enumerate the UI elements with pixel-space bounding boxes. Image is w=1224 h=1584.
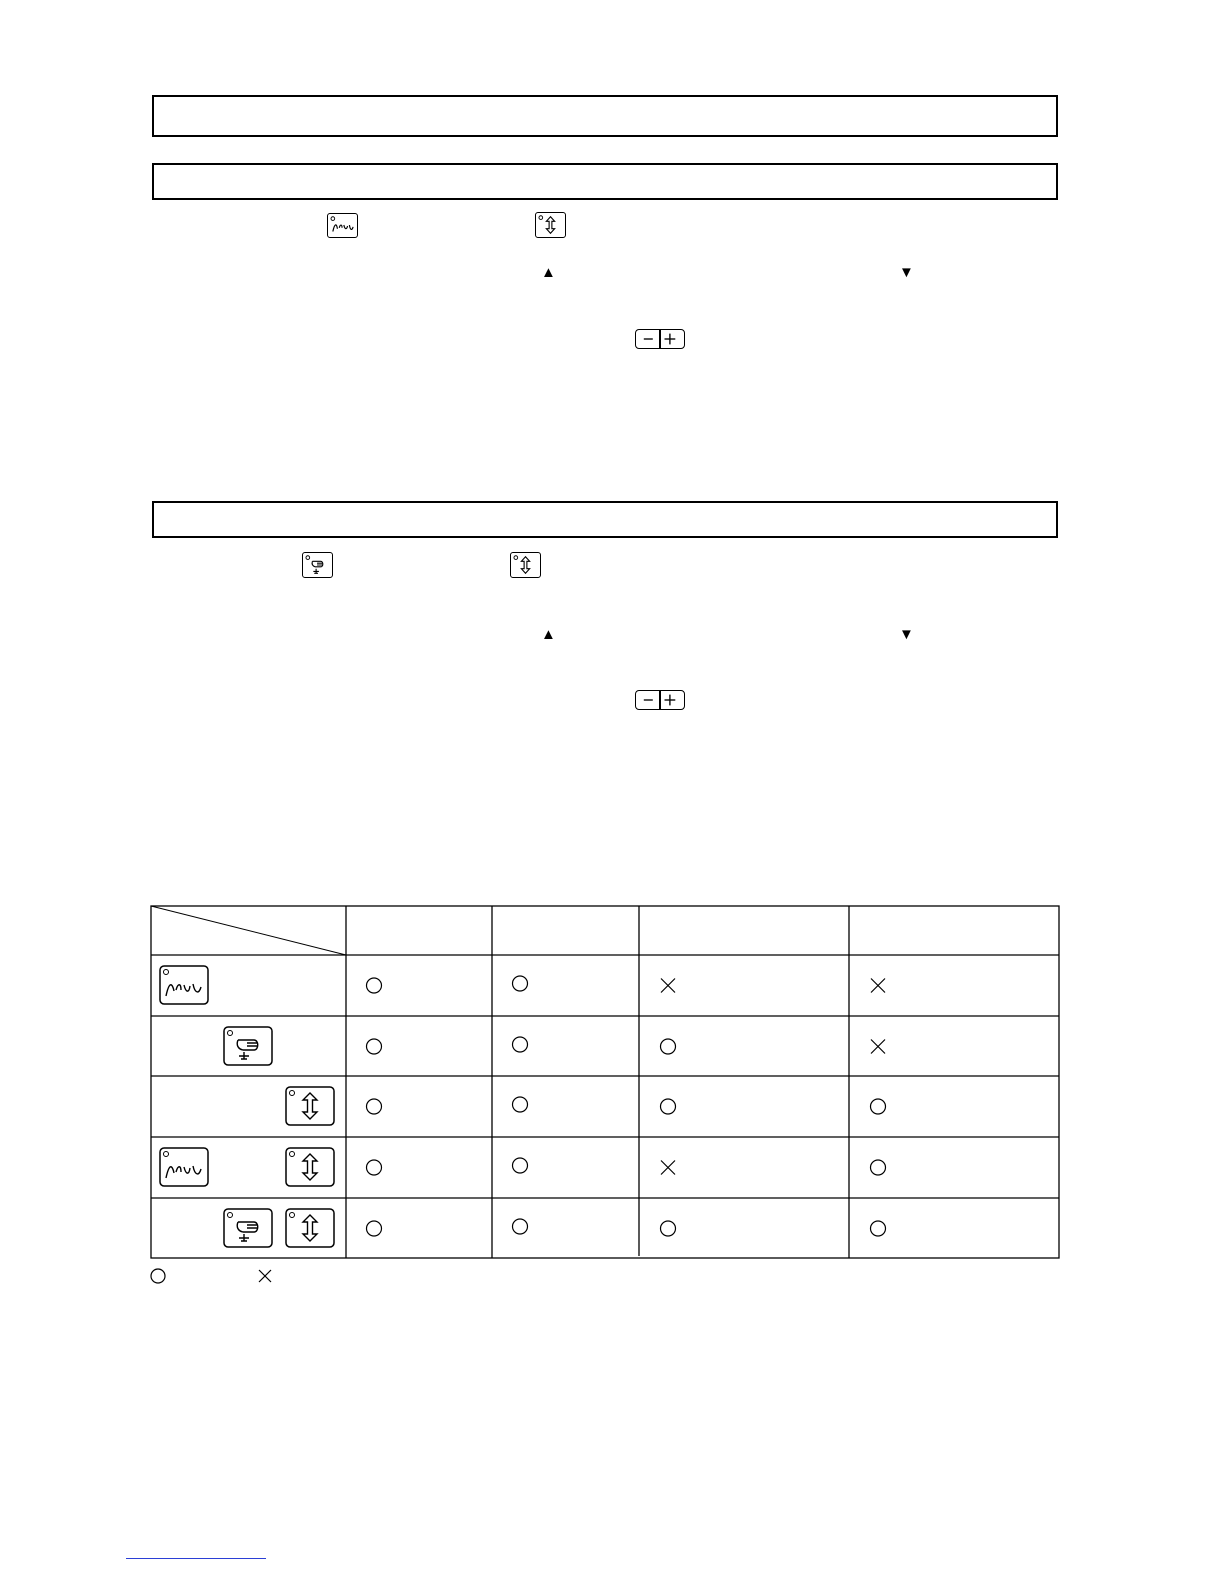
circle-symbol-icon — [513, 976, 528, 991]
up-down-arrow-key-icon — [535, 212, 566, 238]
circle-symbol-icon — [513, 1037, 528, 1052]
compat-table — [150, 905, 1062, 1262]
circle-symbol-icon — [513, 1219, 528, 1234]
circle-symbol-icon — [513, 1158, 528, 1173]
cross-symbol-icon — [871, 979, 885, 993]
wave-key-icon — [327, 213, 358, 238]
circle-symbol-icon — [871, 1099, 886, 1114]
legend-cross-icon — [256, 1267, 274, 1285]
section-header-2 — [152, 501, 1058, 538]
cross-symbol-icon — [871, 1040, 885, 1054]
hand-key-icon — [224, 1209, 272, 1247]
cross-symbol-icon — [661, 1161, 675, 1175]
up-triangle-icon: ▲ — [541, 264, 556, 281]
minus-plus-key-icon — [635, 329, 685, 349]
circle-symbol-icon — [871, 1160, 886, 1175]
legend-circle-icon — [149, 1267, 167, 1285]
circle-symbol-icon — [367, 1160, 382, 1175]
footer-link-rule[interactable] — [126, 1558, 266, 1559]
hand-key-icon — [302, 552, 333, 578]
wave-key-icon — [160, 1148, 208, 1186]
up-triangle-icon: ▲ — [541, 626, 556, 643]
circle-symbol-icon — [513, 1097, 528, 1112]
wave-key-icon — [160, 966, 208, 1004]
up-down-arrow-key-icon — [510, 552, 541, 578]
minus-plus-key-icon — [635, 690, 685, 710]
circle-symbol-icon — [661, 1221, 676, 1236]
circle-symbol-icon — [367, 1221, 382, 1236]
updown-key-icon — [286, 1209, 334, 1247]
circle-symbol-icon — [367, 1099, 382, 1114]
cross-symbol-icon — [661, 979, 675, 993]
circle-symbol-icon — [661, 1039, 676, 1054]
updown-key-icon — [286, 1148, 334, 1186]
circle-symbol-icon — [367, 978, 382, 993]
section-header-1 — [152, 163, 1058, 200]
title-banner — [152, 95, 1058, 137]
hand-key-icon — [224, 1027, 272, 1065]
down-triangle-icon: ▼ — [899, 626, 914, 643]
down-triangle-icon: ▼ — [899, 264, 914, 281]
circle-symbol-icon — [871, 1221, 886, 1236]
circle-symbol-icon — [661, 1099, 676, 1114]
circle-symbol-icon — [367, 1039, 382, 1054]
updown-key-icon — [286, 1087, 334, 1125]
